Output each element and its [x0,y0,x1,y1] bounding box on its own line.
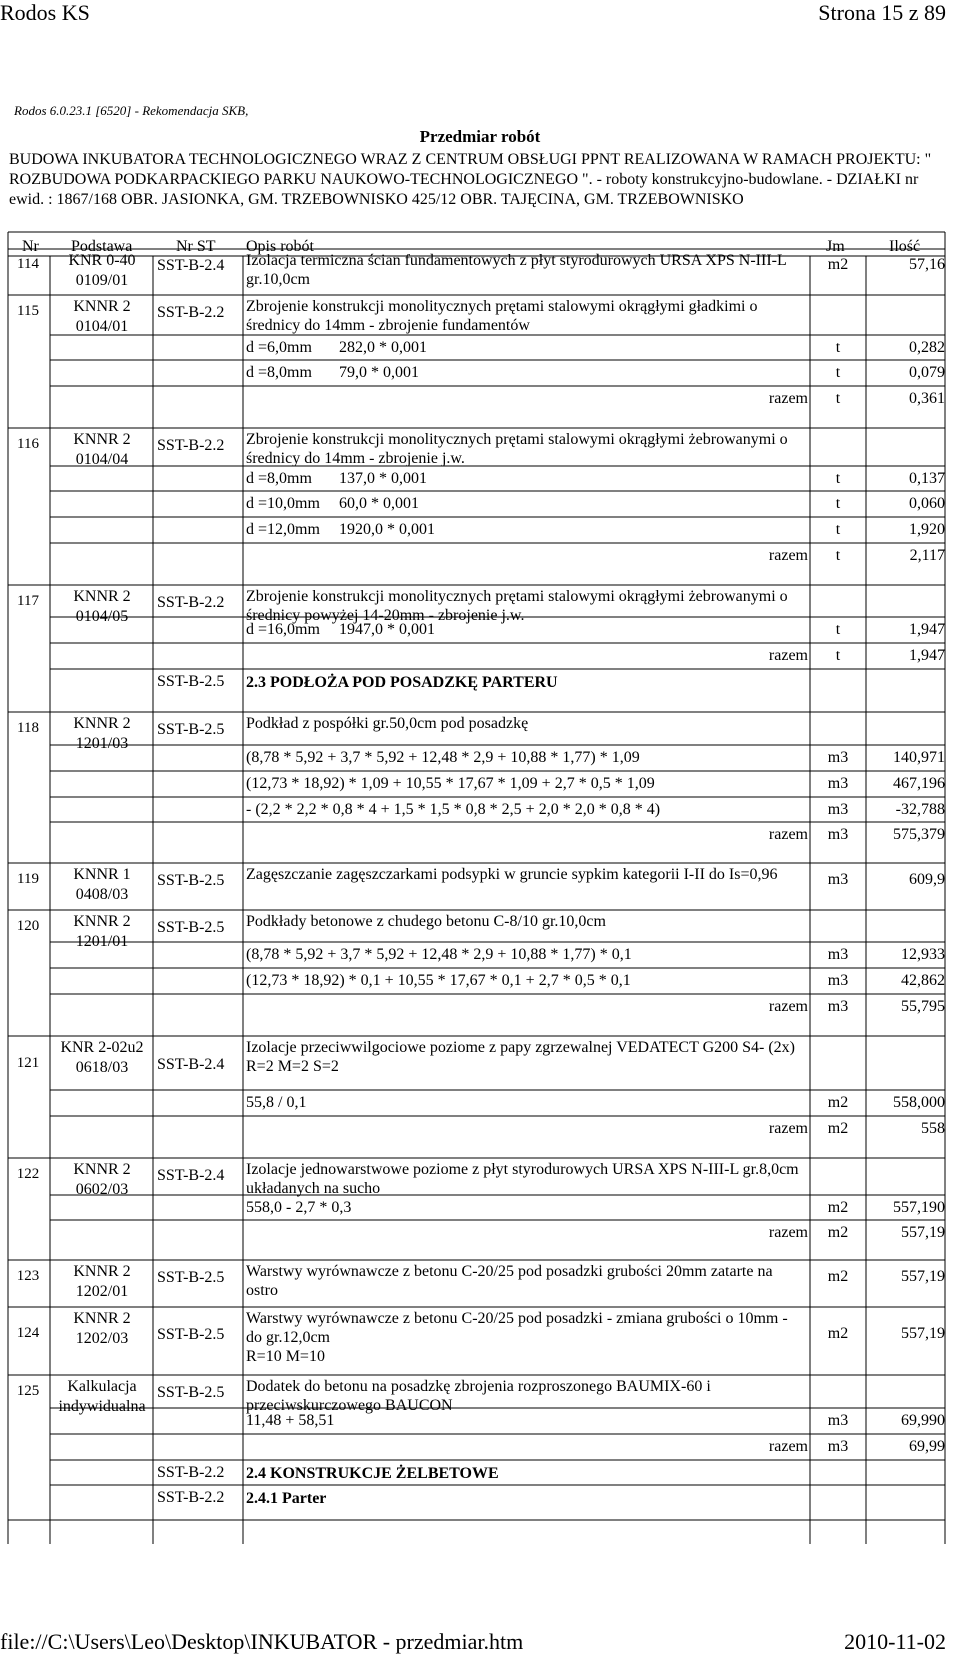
measure-value: 0,137 [909,470,945,487]
measure-expression: 137,0 * 0,001 [339,470,427,487]
item-number: 121 [16,1055,40,1071]
section-spec-code: SST-B-2.2 [157,1489,225,1506]
measure-label: d =10,0mm [246,495,320,512]
project-description: BUDOWA INKUBATORA TECHNOLOGICZNEGO WRAZ Z CENTRUM OBSŁUGI PPNT REALIZOWANA W RAMACH PROJEKTU: " ROZBUDOWA PODKARPACKIEGO PARKU NAUKOWO-TECHNOLOGICZNEGO ". - roboty konstrukcyjno-budowlane. - DZIAŁKI nr ewid. : 1867/168 OBR. JASIONKA, GM. TRZEBOWNISKO 425/12 OBR. TAJĘCINA, GM. TRZEBOWNISKO [9,151,932,208]
measure-expression: 79,0 * 0,001 [339,364,419,381]
item-basis: KNNR 2 1202/01 [73,1263,131,1300]
measure-expression: - (2,2 * 2,2 * 0,8 * 4 + 1,5 * 1,5 * 0,8 * 2,5 + 2,0 * 2,0 * 0,8 * 4) [246,801,661,818]
item-basis: KNNR 2 0104/01 [73,298,131,335]
item-basis: KNNR 1 0408/03 [73,866,131,903]
measure-unit: m2 [827,1094,849,1111]
measure-value: 140,971 [893,749,945,766]
item-description: Warstwy wyrównawcze z betonu C-20/25 pod posadzki - zmiana grubości o 10mm - do gr.12,0cm R=10 M=10 [246,1310,788,1365]
total-label: razem [768,1224,808,1241]
item-basis: KNNR 2 1201/01 [73,913,131,950]
section-spec-code: SST-B-2.5 [157,673,225,690]
measure-unit: t [835,521,841,538]
measure-value: 0,079 [909,364,945,381]
item-description: Podkład z pospółki gr.50,0cm pod posadzkę [246,715,529,732]
measure-expression: (12,73 * 18,92) * 0,1 + 10,55 * 17,67 * 0,1 + 2,7 * 0,5 * 0,1 [246,972,631,989]
document-title: Przedmiar robót [419,127,541,146]
measure-label: d =8,0mm [246,364,312,381]
item-number: 125 [16,1383,40,1399]
total-value: 55,795 [901,998,945,1015]
total-unit: t [835,647,841,664]
measure-unit: m3 [827,749,849,766]
section-title: 2.4.1 Parter [246,1490,327,1507]
measure-unit: m3 [827,1412,849,1429]
measure-label: d =8,0mm [246,470,312,487]
measure-expression: 1947,0 * 0,001 [339,621,435,638]
total-value: 2,117 [909,547,945,564]
measure-value: 1,920 [909,521,945,538]
col-nrst: Nr ST [176,238,216,255]
item-spec-code: SST-B-2.5 [157,721,225,738]
item-quantity: 557,19 [901,1325,945,1342]
col-nr: Nr [22,238,39,255]
item-number: 124 [16,1325,40,1341]
item-description: Warstwy wyrównawcze z betonu C-20/25 pod posadzki grubości 20mm zatarte na ostro [246,1263,773,1299]
item-description: Izolacja termiczna ścian fundamentowych z płyt styrodurowych URSA XPS N-III-L gr.10,0cm [246,252,787,288]
total-unit: m2 [827,1120,849,1137]
measure-value: 42,862 [901,972,945,989]
item-quantity: 609,9 [909,871,945,888]
total-label: razem [768,547,808,564]
item-number: 118 [17,720,39,736]
measure-expression: 558,0 - 2,7 * 0,3 [246,1199,352,1216]
item-description: Zbrojenie konstrukcji monolitycznych prętami stalowymi okrągłymi żebrowanymi o średnicy powyżej 14-20mm - zbrojenie j.w. [246,588,788,624]
item-basis: KNR 2-02u2 0618/03 [60,1039,144,1076]
measure-unit: m3 [827,801,849,818]
section-spec-code: SST-B-2.2 [157,1464,225,1481]
measure-unit: t [835,339,841,356]
measure-expression: (8,78 * 5,92 + 3,7 * 5,92 + 12,48 * 2,9 + 10,88 * 1,77) * 1,09 [246,749,640,766]
item-quantity: 557,19 [901,1268,945,1285]
total-label: razem [768,1438,808,1455]
total-unit: m2 [827,1224,849,1241]
col-opis: Opis robót [246,238,314,255]
measure-value: -32,788 [895,801,945,818]
item-spec-code: SST-B-2.2 [157,594,225,611]
measure-expression: 55,8 / 0,1 [246,1094,307,1111]
browser-print-header-title: Rodos KS [0,0,90,25]
page-number: Strona 15 z 89 [818,0,946,25]
item-number: 117 [17,593,39,609]
item-spec-code: SST-B-2.5 [157,1384,225,1401]
total-unit: t [835,390,841,407]
measure-value: 558,000 [893,1094,945,1111]
item-quantity: 57,16 [909,255,945,273]
total-unit: m3 [827,998,849,1015]
item-basis: KNNR 2 0602/03 [73,1161,131,1198]
measure-value: 557,190 [893,1199,945,1216]
software-version: Rodos 6.0.23.1 [6520] - Rekomendacja SKB, [14,103,249,118]
item-number: 114 [17,255,39,272]
total-value: 69,99 [909,1438,945,1455]
col-ilosc: Ilość [889,238,921,255]
total-value: 0,361 [909,390,945,407]
total-label: razem [768,647,808,664]
item-description: Zbrojenie konstrukcji monolitycznych prętami stalowymi okrągłymi żebrowanymi o średnicy do 14mm - zbrojenie j.w. [246,431,788,467]
total-unit: m3 [827,826,849,843]
measure-label: d =12,0mm [246,521,320,538]
item-basis: KNNR 2 0104/04 [73,431,131,468]
measure-unit: t [835,495,841,512]
measure-unit: m3 [827,775,849,792]
item-number: 122 [16,1166,40,1182]
col-podstawa: Podstawa [71,238,133,255]
file-path: file://C:\Users\Leo\Desktop\INKUBATOR - przedmiar.htm [0,1629,524,1654]
item-basis: KNNR 2 1201/03 [73,715,131,752]
measure-label: d =6,0mm [246,339,312,356]
total-value: 558 [921,1120,945,1137]
item-unit: m2 [827,1268,849,1285]
item-basis: KNNR 2 0104/05 [73,588,131,625]
total-label: razem [768,826,808,843]
item-spec-code: SST-B-2.4 [157,1167,225,1184]
measure-unit: m2 [827,1199,849,1216]
total-value: 1,947 [909,647,945,664]
item-basis: KNR 0-40 0109/01 [68,252,136,289]
item-spec-code: SST-B-2.5 [157,1269,225,1286]
measure-value: 467,196 [893,775,945,792]
total-label: razem [768,390,808,407]
item-spec-code: SST-B-2.5 [157,919,225,936]
measure-expression: 60,0 * 0,001 [339,495,419,512]
item-unit: m2 [827,1325,849,1342]
item-spec-code: SST-B-2.2 [157,437,225,454]
measure-value: 1,947 [909,621,945,638]
measure-value: 0,060 [909,495,945,512]
section-title: 2.4 KONSTRUKCJE ŻELBETOWE [246,1465,499,1482]
total-label: razem [768,1120,808,1137]
item-number: 119 [17,871,39,887]
item-spec-code: SST-B-2.4 [157,256,225,274]
item-spec-code: SST-B-2.4 [157,1056,225,1073]
measure-expression: 11,48 + 58,51 [246,1412,335,1429]
item-number: 115 [17,303,39,319]
item-description: Podkłady betonowe z chudego betonu C-8/10 gr.10,0cm [246,913,606,930]
item-basis: Kalkulacja indywidualna [58,1378,146,1415]
item-description: Zbrojenie konstrukcji monolitycznych prętami stalowymi okrągłymi gładkimi o średnicy do 14mm - zbrojenie fundamentów [246,298,758,334]
measure-unit: t [835,621,841,638]
measure-label: d =16,0mm [246,621,320,638]
item-number: 116 [17,436,39,452]
item-spec-code: SST-B-2.5 [157,872,225,889]
item-description: Dodatek do betonu na posadzkę zbrojenia rozproszonego BAUMIX-60 i przeciwskurczowego BAUCON [246,1378,711,1414]
item-number: 120 [16,918,40,934]
measure-expression: (12,73 * 18,92) * 1,09 + 10,55 * 17,67 * 1,09 + 2,7 * 0,5 * 1,09 [246,775,655,792]
item-unit: m2 [827,255,849,273]
item-description: Izolacje przeciwwilgociowe poziome z papy zgrzewalnej VEDATECT G200 S4- (2x) R=2 M=2 S=2 [246,1039,795,1075]
total-unit: m3 [827,1438,849,1455]
measure-unit: m3 [827,972,849,989]
item-description: Izolacje jednowarstwowe poziome z płyt styrodurowych URSA XPS N-III-L gr.8,0cm układanych na sucho [246,1161,799,1197]
measure-unit: t [835,470,841,487]
section-title: 2.3 PODŁOŻA POD POSADZKĘ PARTERU [246,674,558,691]
total-value: 557,19 [901,1224,945,1241]
measure-value: 69,990 [901,1412,945,1429]
measure-expression: (8,78 * 5,92 + 3,7 * 5,92 + 12,48 * 2,9 + 10,88 * 1,77) * 0,1 [246,946,632,963]
total-value: 575,379 [893,826,945,843]
item-unit: m3 [827,871,849,888]
print-date: 2010-11-02 [844,1629,946,1654]
item-number: 123 [16,1268,40,1284]
measure-unit: t [835,364,841,381]
measure-expression: 282,0 * 0,001 [339,339,427,356]
measure-unit: m3 [827,946,849,963]
col-jm: Jm [826,238,845,255]
item-description: Zagęszczanie zagęszczarkami podsypki w gruncie sypkim kategorii I-II do Is=0,96 [246,866,778,883]
total-label: razem [768,998,808,1015]
item-basis: KNNR 2 1202/03 [73,1310,131,1347]
item-spec-code: SST-B-2.5 [157,1326,225,1343]
measure-value: 0,282 [909,339,945,356]
measure-expression: 1920,0 * 0,001 [339,521,435,538]
item-spec-code: SST-B-2.2 [157,304,225,321]
measure-value: 12,933 [901,946,945,963]
total-unit: t [835,547,841,564]
